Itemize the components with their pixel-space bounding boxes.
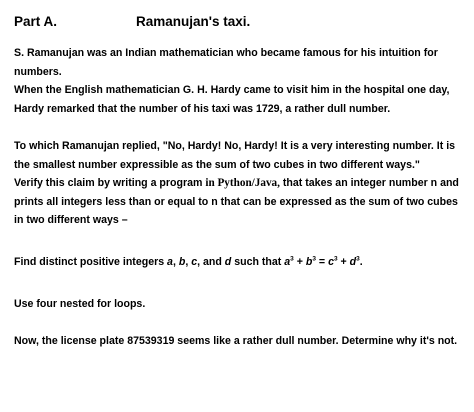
- equation-d: d: [349, 255, 357, 268]
- variable-b: b: [178, 255, 186, 268]
- ramanujan-reply-paragraph: To which Ramanujan replied, "No, Hardy! No, Hardy! It is a very interesting number. It is the smallest number expressible as the sum of two cubes in two different ways.": [14, 139, 456, 171]
- equation-b: b: [305, 255, 313, 268]
- hardy-paragraph: When the English mathematician G. H. Hardy came to visit him in the hospital one day, Hardy remarked that the number of his taxi was 1729, a rather dull number.: [14, 84, 450, 115]
- separator: ,: [185, 255, 192, 268]
- paragraph-spacer: [14, 272, 462, 295]
- languages-text: in Python/Java,: [205, 177, 280, 190]
- variable-a: a: [167, 255, 173, 268]
- equation-a: a: [284, 255, 291, 268]
- exponent: 3: [333, 255, 338, 263]
- verify-paragraph: [14, 174, 462, 230]
- exponent: 3: [312, 255, 316, 263]
- nested-loops-instruction: Use four nested for loops.: [14, 297, 146, 310]
- separator: ,: [172, 255, 179, 268]
- such-that-text: such that: [231, 255, 285, 268]
- assignment-title: Ramanujan's taxi.: [136, 14, 251, 29]
- find-prefix: Find distinct positive integers: [14, 255, 168, 268]
- paragraph-spacer: [14, 230, 462, 253]
- license-plate-paragraph: Now, the license plate 87539319 seems like a rather dull number. Determine why it's not.: [14, 334, 458, 347]
- variable-c: c: [191, 255, 198, 268]
- plus-sign: +: [293, 255, 306, 268]
- intro-paragraph: S. Ramanujan was an Indian mathematician who became famous for his intuition for numbers.: [14, 47, 438, 78]
- exponent: 3: [356, 255, 360, 263]
- exponent: 3: [290, 255, 294, 263]
- verify-text-start: Verify this claim by writing a program: [14, 177, 206, 190]
- period: .: [359, 255, 363, 268]
- equals-sign: =: [315, 255, 329, 268]
- cube-equation: [284, 256, 360, 268]
- assignment-body: [14, 44, 462, 350]
- plus-sign: +: [337, 255, 350, 268]
- equation-c: c: [328, 255, 334, 268]
- variable-d: d: [224, 255, 232, 268]
- verify-text-end: that takes an integer number n and prints all integers less than or equal to n that can be expressed as the sum of two cubes in two different ways –: [14, 177, 459, 227]
- part-label: Part A.: [14, 14, 58, 29]
- find-integers-paragraph: [14, 253, 462, 272]
- separator: , and: [197, 255, 225, 268]
- paragraph-spacer: [14, 118, 462, 137]
- assignment-heading: [14, 12, 454, 32]
- paragraph-spacer: [14, 313, 462, 332]
